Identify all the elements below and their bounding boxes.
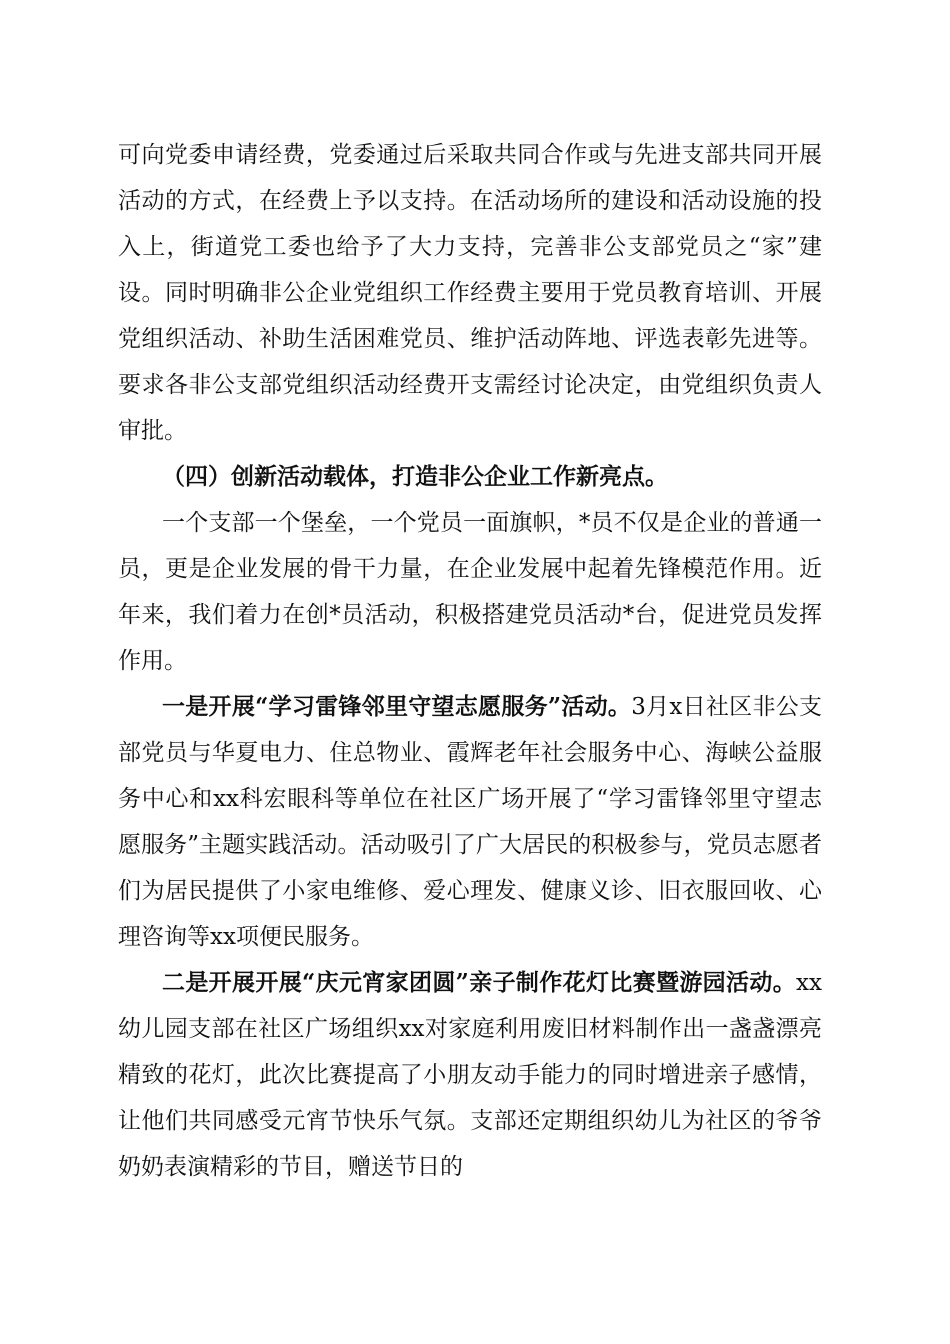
paragraph-lead-lantern: 二是开展开展“庆元宵家团圆”亲子制作花灯比赛暨游园活动。 <box>162 969 797 996</box>
paragraph-funding: 可向党委申请经费，党委通过后采取共同合作或与先进支部共同开展活动的方式，在经费上予以支持。在活动场所的建设和活动设施的投入上，街道党工委也给予了大力支持，完善非公支部党员之“家”建设。同时明确非公企业党组织工作经费主要用于党员教育培训、开展党组织活动、补助生活困难党员、维护活动阵地、评选表彰先进等。要求各非公支部党组织活动经费开支需经讨论决定，由党组织负责人审批。 <box>118 142 822 444</box>
paragraph-volunteer-service <box>118 684 822 960</box>
section-heading-four: （四）创新活动载体，打造非公企业工作新亮点。 <box>162 463 668 490</box>
paragraph-lead-volunteer: 一是开展“学习雷锋邻里守望志愿服务”活动。 <box>162 693 632 720</box>
paragraph-lantern-festival <box>118 960 822 1190</box>
paragraph-body-lantern: xx幼儿园支部在社区广场组织xx对家庭利用废旧材料制作出一盏盏漂亮精致的花灯，此次比赛提高了小朋友动手能力的同时增进亲子感情，让他们共同感受元宵节快乐气氛。支部还定期组织幼儿为社区的爷爷奶奶表演精彩的节目，赠送节日的 <box>118 970 822 1180</box>
document-body <box>118 132 822 1190</box>
paragraph-fortress: 一个支部一个堡垒，一个党员一面旗帜，*员不仅是企业的普通一员，更是企业发展的骨干力量，在企业发展中起着先锋模范作用。近年来，我们着力在创*员活动，积极搭建党员活动*台，促进党员发挥作用。 <box>118 510 822 674</box>
paragraph-body-volunteer: 3月x日社区非公支部党员与华夏电力、住总物业、霞辉老年社会服务中心、海峡公益服务中心和xx科宏眼科等单位在社区广场开展了“学习雷锋邻里守望志愿服务”主题实践活动。活动吸引了广大居民的积极参与，党员志愿者们为居民提供了小家电维修、爱心理发、健康义诊、旧衣服回收、心理咨询等xx项便民服务。 <box>118 694 822 950</box>
